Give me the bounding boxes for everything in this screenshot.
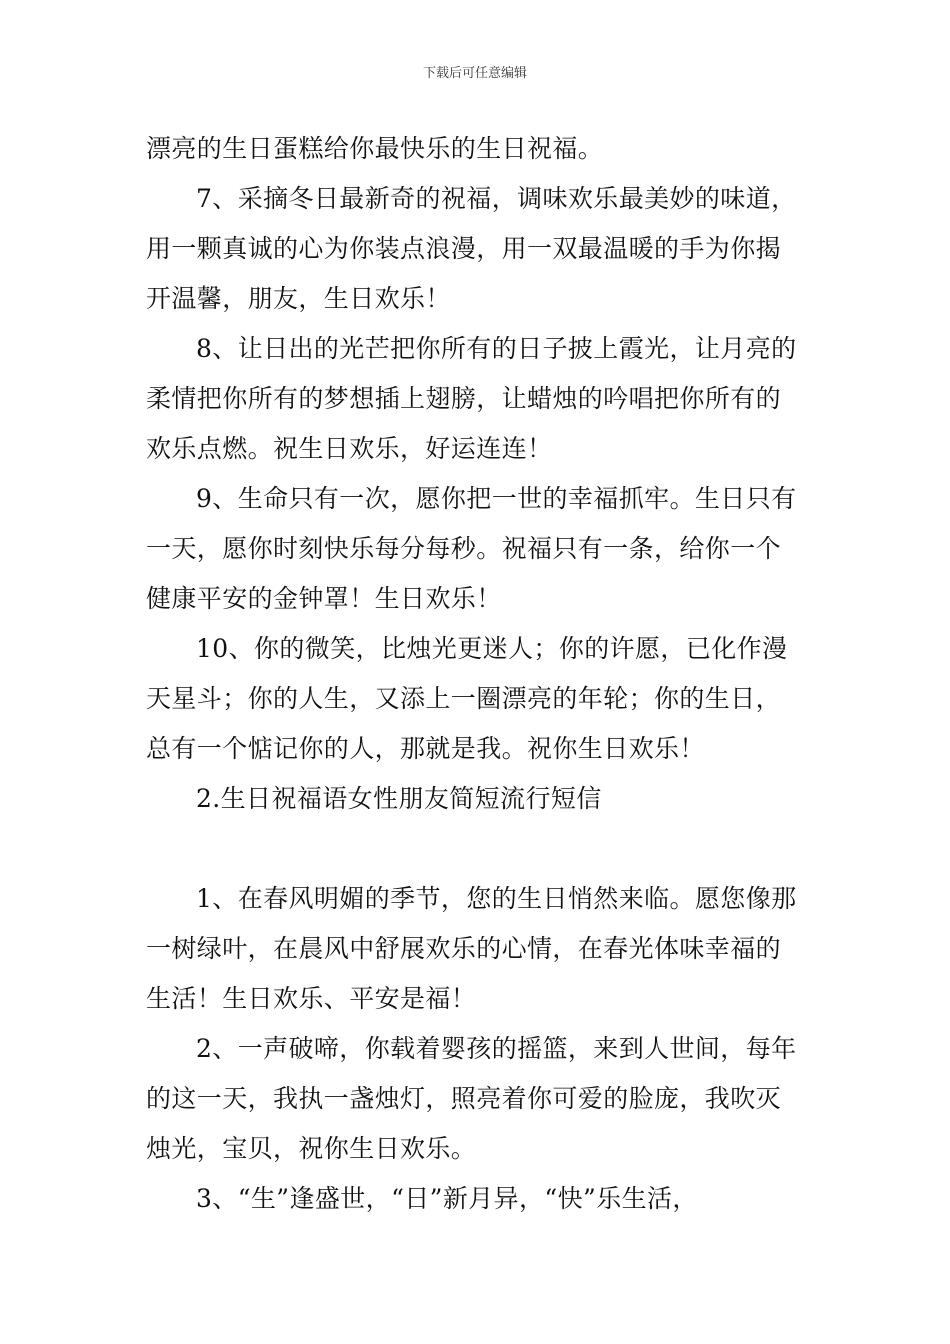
blank-line (146, 824, 806, 874)
text-line: 天星斗；你的人生，又添上一圈漂亮的年轮；你的生日， (146, 684, 782, 713)
text-line: 7、采摘冬日最新奇的祝福，调味欢乐最美妙的味道， (196, 184, 797, 213)
text-line: 一天，愿你时刻快乐每分每秒。祝福只有一条，给你一个 (146, 534, 782, 563)
text-line: 的这一天，我执一盏烛灯，照亮着你可爱的脸庞，我吹灭 (146, 1084, 782, 1113)
text-line: 生活！生日欢乐、平安是福！ (146, 984, 477, 1013)
text-line: 9、生命只有一次，愿你把一世的幸福抓牢。生日只有 (196, 484, 797, 513)
text-line: 用一颗真诚的心为你装点浪漫，用一双最温暖的手为你揭 (146, 234, 782, 263)
text-line: 10、你的微笑，比烛光更迷人；你的许愿，已化作漫 (196, 634, 788, 663)
text-line: 健康平安的金钟罩！生日欢乐！ (146, 584, 502, 613)
text-line: 柔情把你所有的梦想插上翅膀，让蜡烛的吟唱把你所有的 (146, 384, 782, 413)
text-line: 烛光，宝贝，祝你生日欢乐。 (146, 1134, 477, 1163)
text-line: 1、在春风明媚的季节，您的生日悄然来临。愿您像那 (196, 884, 797, 913)
text-line: 3、“生”逢盛世，“日”新月异，“快”乐生活， (196, 1184, 698, 1213)
text-line: 8、让日出的光芒把你所有的日子披上霞光，让月亮的 (196, 334, 797, 363)
text-line: 总有一个惦记你的人，那就是我。祝你生日欢乐！ (146, 734, 705, 763)
section-heading: 2.生日祝福语女性朋友简短流行短信 (196, 784, 602, 813)
text-line: 一树绿叶，在晨风中舒展欢乐的心情，在春光体味幸福的 (146, 934, 782, 963)
text-line: 2、一声破啼，你载着婴孩的摇篮，来到人世间，每年 (196, 1034, 797, 1063)
document-body (146, 124, 806, 1224)
text-line: 开温馨，朋友，生日欢乐！ (146, 284, 451, 313)
page-header: 下载后可任意编辑 (422, 66, 527, 81)
text-line: 欢乐点燃。祝生日欢乐，好运连连！ (146, 434, 553, 463)
text-line: 漂亮的生日蛋糕给你最快乐的生日祝福。 (146, 134, 604, 163)
